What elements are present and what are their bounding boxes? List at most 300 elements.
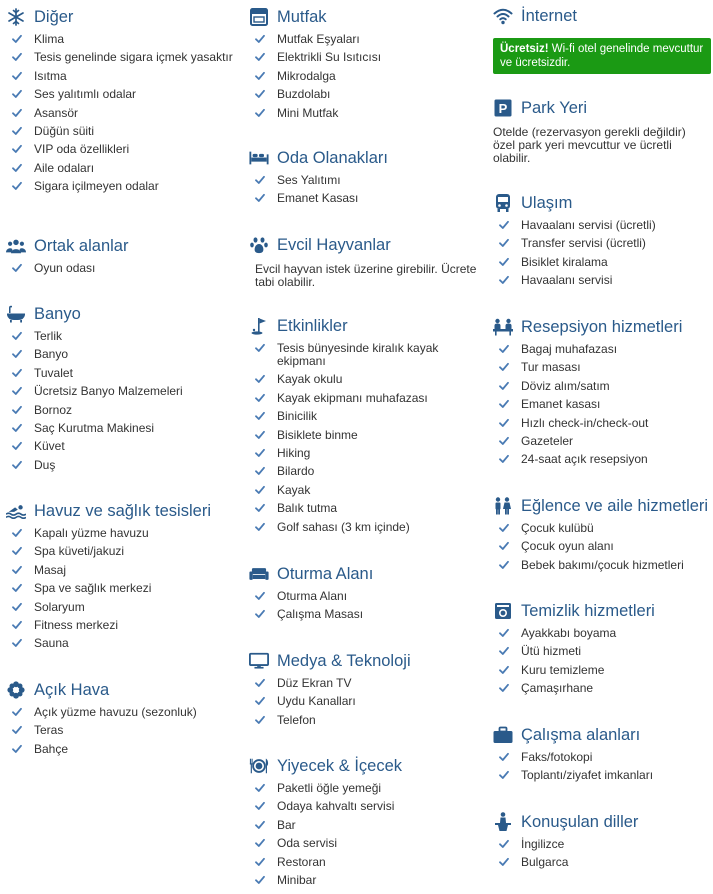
amenity-item xyxy=(6,262,242,275)
section-reception-services xyxy=(493,316,711,472)
amenity-list xyxy=(493,522,711,572)
check-icon xyxy=(12,89,22,99)
section-internet xyxy=(493,5,711,74)
check-icon xyxy=(12,349,22,359)
check-icon xyxy=(255,193,265,203)
section-other-heading xyxy=(6,6,242,28)
amenity-list xyxy=(6,330,242,472)
amenity-item xyxy=(249,782,485,795)
check-icon xyxy=(499,362,509,372)
check-icon xyxy=(499,646,509,656)
section-work-areas-heading xyxy=(493,724,711,746)
amenity-label: Faks/fotokopi xyxy=(521,750,593,764)
check-icon xyxy=(499,683,509,693)
amenity-label: Golf sahası (3 km içinde) xyxy=(277,519,410,534)
amenity-item xyxy=(6,33,242,46)
section-title: Ulaşım xyxy=(521,193,573,212)
check-icon xyxy=(499,257,509,267)
amenity-label: Restoran xyxy=(277,854,326,869)
section-title: Mutfak xyxy=(277,7,327,26)
amenity-label: Oturma Alanı xyxy=(277,589,348,603)
plate-cutlery-icon xyxy=(249,756,269,776)
check-icon xyxy=(499,275,509,285)
amenity-label: 24-saat açık resepsiyon xyxy=(521,452,648,467)
section-title: Oda Olanakları xyxy=(277,148,388,167)
check-icon xyxy=(255,857,265,867)
amenity-item xyxy=(249,800,485,813)
section-pool-wellness xyxy=(6,500,242,656)
check-icon xyxy=(12,144,22,154)
amenity-item xyxy=(6,404,242,417)
amenity-label: Teras xyxy=(34,723,64,738)
amenity-item xyxy=(249,502,485,515)
amenity-item xyxy=(6,422,242,435)
amenity-item xyxy=(493,398,711,411)
section-title: Konuşulan diller xyxy=(521,812,639,831)
section-pool-wellness-heading xyxy=(6,500,242,522)
check-icon xyxy=(255,411,265,421)
amenity-item xyxy=(249,521,485,534)
check-icon xyxy=(255,89,265,99)
section-pets-heading xyxy=(249,234,485,256)
amenity-list xyxy=(493,838,711,869)
amenity-item xyxy=(249,447,485,460)
check-icon xyxy=(499,541,509,551)
section-languages-spoken xyxy=(493,811,711,875)
section-parking-heading xyxy=(493,97,711,119)
amenity-label: Spa ve sağlık merkezi xyxy=(34,581,152,596)
section-entertainment-family-heading xyxy=(493,495,711,517)
amenity-label: Hiking xyxy=(277,445,311,460)
amenity-item xyxy=(493,256,711,269)
amenity-item xyxy=(6,706,242,719)
amenity-item xyxy=(249,70,485,83)
amenity-label: Saç Kurutma Makinesi xyxy=(34,420,155,435)
amenity-label: Tesis genelinde sigara içmek yasaktır xyxy=(34,50,233,65)
amenity-label: Mini Mutfak xyxy=(277,105,339,120)
check-icon xyxy=(255,696,265,706)
amenity-label: Odaya kahvaltı servisi xyxy=(277,799,395,814)
amenity-label: Bisiklete binme xyxy=(277,427,358,442)
check-icon xyxy=(12,565,22,575)
tv-icon xyxy=(249,651,269,671)
amenity-item xyxy=(493,361,711,374)
wifi-icon xyxy=(493,6,513,26)
amenity-item xyxy=(249,107,485,120)
amenity-item xyxy=(249,192,485,205)
amenity-item xyxy=(6,348,242,361)
section-room-amenities-heading xyxy=(249,147,485,169)
section-title: Resepsiyon hizmetleri xyxy=(521,317,683,336)
check-icon xyxy=(255,393,265,403)
amenity-item xyxy=(6,70,242,83)
section-entertainment-family xyxy=(493,495,711,577)
check-icon xyxy=(255,522,265,532)
amenity-label: Elektrikli Su Isıtıcısı xyxy=(277,50,382,65)
check-icon xyxy=(12,744,22,754)
check-icon xyxy=(499,436,509,446)
amenity-item xyxy=(493,237,711,250)
amenity-list xyxy=(493,751,711,782)
amenity-label: Bilardo xyxy=(277,464,315,479)
amenity-label: Bebek bakımı/çocuk hizmetleri xyxy=(521,557,684,572)
check-icon xyxy=(12,405,22,415)
amenity-item xyxy=(493,856,711,869)
amenity-label: Binicilik xyxy=(277,409,318,424)
section-living-area xyxy=(249,563,485,627)
amenity-item xyxy=(493,627,711,640)
amenity-item xyxy=(6,51,242,64)
check-icon xyxy=(499,523,509,533)
kitchen-icon xyxy=(249,7,269,27)
bed-icon xyxy=(249,148,269,168)
check-icon xyxy=(12,108,22,118)
amenity-label: Terlik xyxy=(34,329,63,343)
check-icon xyxy=(255,175,265,185)
amenity-label: Banyo xyxy=(34,347,69,362)
amenity-label: Döviz alım/satım xyxy=(521,378,610,393)
amenity-label: Ücretsiz Banyo Malzemeleri xyxy=(34,384,183,399)
amenity-item xyxy=(493,274,711,287)
amenity-item xyxy=(249,677,485,690)
amenity-item xyxy=(249,373,485,386)
amenity-item xyxy=(249,608,485,621)
free-wifi-badge xyxy=(493,38,711,74)
amenity-label: Çalışma Masası xyxy=(277,607,364,622)
section-reception-services-heading xyxy=(493,316,711,338)
section-outdoors xyxy=(6,679,242,761)
section-title: Yiyecek & İçecek xyxy=(277,756,403,775)
check-icon xyxy=(499,665,509,675)
check-icon xyxy=(499,857,509,867)
section-title: Etkinlikler xyxy=(277,316,348,335)
check-icon xyxy=(255,108,265,118)
amenity-item xyxy=(6,385,242,398)
section-bathroom-heading xyxy=(6,303,242,325)
check-icon xyxy=(12,126,22,136)
check-icon xyxy=(255,374,265,384)
amenity-item xyxy=(6,564,242,577)
amenity-label: Bisiklet kiralama xyxy=(521,254,608,269)
amenity-label: Uydu Kanalları xyxy=(277,694,356,709)
section-title: Ortak alanlar xyxy=(34,236,129,255)
amenity-item xyxy=(493,682,711,695)
check-icon xyxy=(12,386,22,396)
amenity-label: Tur masası xyxy=(521,360,581,375)
section-bathroom xyxy=(6,303,242,477)
golf-flag-icon xyxy=(249,316,269,336)
amenity-label: Emanet Kasası xyxy=(277,191,359,206)
amenity-label: Sigara içilmeyen odalar xyxy=(34,179,159,194)
check-icon xyxy=(255,820,265,830)
amenity-label: Düğün süiti xyxy=(34,123,95,138)
check-icon xyxy=(12,423,22,433)
amenity-label: Tuvalet xyxy=(34,365,73,380)
amenity-label: Çamaşırhane xyxy=(521,681,594,696)
section-title: Açık Hava xyxy=(34,680,110,699)
speaker-person-icon xyxy=(493,812,513,832)
amenity-list xyxy=(493,627,711,695)
amenity-list xyxy=(493,219,711,287)
amenity-item xyxy=(493,540,711,553)
amenity-label: Açık yüzme havuzu (sezonluk) xyxy=(34,705,197,719)
amenity-item xyxy=(249,714,485,727)
amenity-item xyxy=(249,392,485,405)
amenity-label: Spa küveti/jakuzi xyxy=(34,544,125,559)
section-title: Oturma Alanı xyxy=(277,564,374,583)
amenity-item xyxy=(249,33,485,46)
amenity-item xyxy=(249,856,485,869)
cleaning-icon xyxy=(493,601,513,621)
amenity-label: Oyun odası xyxy=(34,261,96,275)
amenity-item xyxy=(249,88,485,101)
parking-icon xyxy=(493,98,513,118)
amenity-item xyxy=(6,440,242,453)
amenity-item xyxy=(493,664,711,677)
sofa-icon xyxy=(249,564,269,584)
parking-info-text: Otelde (rezervasyon gerekli değildir) özel park yeri mevcuttur ve ücretli olabilir. xyxy=(493,125,686,165)
check-icon xyxy=(12,263,22,273)
section-outdoors-heading xyxy=(6,679,242,701)
amenity-item xyxy=(6,743,242,756)
amenity-item xyxy=(6,582,242,595)
check-icon xyxy=(255,715,265,725)
amenity-label: Mikrodalga xyxy=(277,68,336,83)
section-title: Park Yeri xyxy=(521,98,588,117)
amenity-label: Bornoz xyxy=(34,402,73,417)
amenity-item xyxy=(6,367,242,380)
amenity-label: Emanet kasası xyxy=(521,397,601,412)
check-icon xyxy=(255,503,265,513)
check-icon xyxy=(12,181,22,191)
amenity-item xyxy=(6,125,242,138)
amenity-label: Havaalanı servisi xyxy=(521,273,613,288)
amenity-label: Klima xyxy=(34,32,65,46)
section-work-areas xyxy=(493,724,711,788)
amenity-label: Kuru temizleme xyxy=(521,662,605,677)
check-icon xyxy=(12,460,22,470)
amenity-label: Küvet xyxy=(34,439,65,454)
amenity-label: Aile odaları xyxy=(34,160,95,175)
amenity-label: Bulgarca xyxy=(521,855,569,870)
check-icon xyxy=(499,344,509,354)
check-icon xyxy=(255,875,265,885)
amenity-label: Hızlı check-in/check-out xyxy=(521,415,649,430)
amenity-list xyxy=(249,342,485,534)
amenity-item xyxy=(249,429,485,442)
amenity-item xyxy=(6,180,242,193)
amenity-item xyxy=(6,107,242,120)
section-activities xyxy=(249,315,485,539)
amenity-item xyxy=(249,465,485,478)
amenity-item xyxy=(6,459,242,472)
amenity-item xyxy=(493,559,711,572)
amenity-label: Buzdolabı xyxy=(277,87,331,102)
amenity-label: Fitness merkezi xyxy=(34,617,119,632)
amenity-label: Paketli öğle yemeği xyxy=(277,781,382,795)
check-icon xyxy=(12,638,22,648)
check-icon xyxy=(12,368,22,378)
check-icon xyxy=(499,770,509,780)
amenity-label: Telefon xyxy=(277,712,316,727)
amenity-label: Isıtma xyxy=(34,68,67,83)
check-icon xyxy=(255,485,265,495)
amenity-list xyxy=(249,590,485,621)
amenity-item xyxy=(249,342,485,368)
amenity-item xyxy=(493,522,711,535)
section-cleaning-services xyxy=(493,600,711,701)
check-icon xyxy=(12,602,22,612)
amenity-item xyxy=(493,453,711,466)
section-kitchen-heading xyxy=(249,6,485,28)
amenity-item xyxy=(493,343,711,356)
check-icon xyxy=(12,707,22,717)
amenity-item xyxy=(249,819,485,832)
amenity-label: Tesis bünyesinde kiralık kayak ekipmanı xyxy=(277,341,439,368)
section-parking xyxy=(493,97,711,165)
amenity-item xyxy=(6,527,242,540)
section-transport xyxy=(493,192,711,293)
amenity-label: Havaalanı servisi (ücretli) xyxy=(521,218,656,232)
check-icon xyxy=(12,725,22,735)
check-icon xyxy=(255,838,265,848)
amenity-item xyxy=(249,410,485,423)
amenity-item xyxy=(249,484,485,497)
amenity-label: Mutfak Eşyaları xyxy=(277,32,360,46)
amenity-item xyxy=(493,435,711,448)
family-icon xyxy=(493,496,513,516)
section-internet-heading xyxy=(493,5,711,27)
amenity-item xyxy=(249,874,485,887)
check-icon xyxy=(12,441,22,451)
amenity-label: Ayakkabı boyama xyxy=(521,626,617,640)
check-icon xyxy=(12,546,22,556)
free-wifi-badge-strong: Ücretsiz! xyxy=(500,43,549,55)
check-icon xyxy=(255,678,265,688)
section-food-drink xyxy=(249,755,485,892)
check-icon xyxy=(12,331,22,341)
amenity-list xyxy=(249,174,485,205)
amenity-item xyxy=(249,590,485,603)
section-food-drink-heading xyxy=(249,755,485,777)
check-icon xyxy=(255,466,265,476)
check-icon xyxy=(499,560,509,570)
amenity-label: Masaj xyxy=(34,562,67,577)
section-title: Banyo xyxy=(34,304,81,323)
section-title: Havuz ve sağlık tesisleri xyxy=(34,501,211,520)
amenity-label: Oda servisi xyxy=(277,836,338,851)
check-icon xyxy=(499,220,509,230)
section-common-areas-heading xyxy=(6,235,242,257)
amenity-label: İngilizce xyxy=(521,837,565,851)
amenity-label: Transfer servisi (ücretli) xyxy=(521,236,646,251)
briefcase-icon xyxy=(493,725,513,745)
check-icon xyxy=(255,783,265,793)
section-languages-spoken-heading xyxy=(493,811,711,833)
amenity-label: Düz Ekran TV xyxy=(277,676,352,690)
amenity-label: Kayak xyxy=(277,482,311,497)
flower-icon xyxy=(6,680,26,700)
amenity-item xyxy=(6,619,242,632)
check-icon xyxy=(499,839,509,849)
amenity-label: Bahçe xyxy=(34,741,69,756)
section-title: Medya & Teknoloji xyxy=(277,651,411,670)
check-icon xyxy=(499,752,509,762)
amenity-label: Duş xyxy=(34,457,56,472)
check-icon xyxy=(12,620,22,630)
check-icon xyxy=(255,609,265,619)
check-icon xyxy=(499,418,509,428)
amenity-label: Toplantı/ziyafet imkanları xyxy=(521,768,654,783)
check-icon xyxy=(12,528,22,538)
amenity-item xyxy=(6,545,242,558)
section-title: Eğlence ve aile hizmetleri xyxy=(521,496,709,515)
amenity-label: Sauna xyxy=(34,636,69,651)
check-icon xyxy=(255,34,265,44)
amenity-item xyxy=(493,838,711,851)
section-common-areas xyxy=(6,235,242,280)
section-activities-heading xyxy=(249,315,485,337)
amenity-label: Kayak okulu xyxy=(277,372,343,387)
free-wifi-badge-text: Wi-fi otel genelinde mevcuttur ve ücretsizdir. xyxy=(500,43,704,69)
section-other xyxy=(6,6,242,199)
check-icon xyxy=(499,381,509,391)
check-icon xyxy=(255,52,265,62)
amenity-item xyxy=(493,380,711,393)
section-title: Evcil Hayvanlar xyxy=(277,235,391,254)
bus-icon xyxy=(493,193,513,213)
amenity-list xyxy=(249,782,485,887)
svg-text:P: P xyxy=(498,101,508,116)
check-icon xyxy=(255,343,265,353)
check-icon xyxy=(12,34,22,44)
reception-icon xyxy=(493,317,513,337)
amenity-item xyxy=(6,637,242,650)
amenity-item xyxy=(6,724,242,737)
amenity-item xyxy=(493,751,711,764)
amenity-list xyxy=(249,677,485,727)
amenity-item xyxy=(6,88,242,101)
amenity-list xyxy=(6,527,242,650)
amenity-label: VIP oda özellikleri xyxy=(34,142,130,157)
amenity-item xyxy=(6,601,242,614)
section-living-area-heading xyxy=(249,563,485,585)
amenity-label: Çocuk kulübü xyxy=(521,521,594,535)
amenity-label: Gazeteler xyxy=(521,433,574,448)
check-icon xyxy=(255,430,265,440)
check-icon xyxy=(499,399,509,409)
section-media-technology-heading xyxy=(249,650,485,672)
check-icon xyxy=(499,628,509,638)
amenity-label: Kapalı yüzme havuzu xyxy=(34,526,149,540)
amenity-list xyxy=(6,706,242,756)
amenity-item xyxy=(249,174,485,187)
section-cleaning-services-heading xyxy=(493,600,711,622)
check-icon xyxy=(255,448,265,458)
section-title: İnternet xyxy=(521,6,577,25)
check-icon xyxy=(499,238,509,248)
amenity-item xyxy=(493,219,711,232)
bathtub-icon xyxy=(6,304,26,324)
check-icon xyxy=(12,52,22,62)
amenity-item xyxy=(6,143,242,156)
check-icon xyxy=(255,591,265,601)
amenity-item xyxy=(249,695,485,708)
amenity-label: Bar xyxy=(277,817,296,832)
amenity-item xyxy=(249,837,485,850)
snowflake-icon xyxy=(6,7,26,27)
amenity-list xyxy=(249,33,485,120)
